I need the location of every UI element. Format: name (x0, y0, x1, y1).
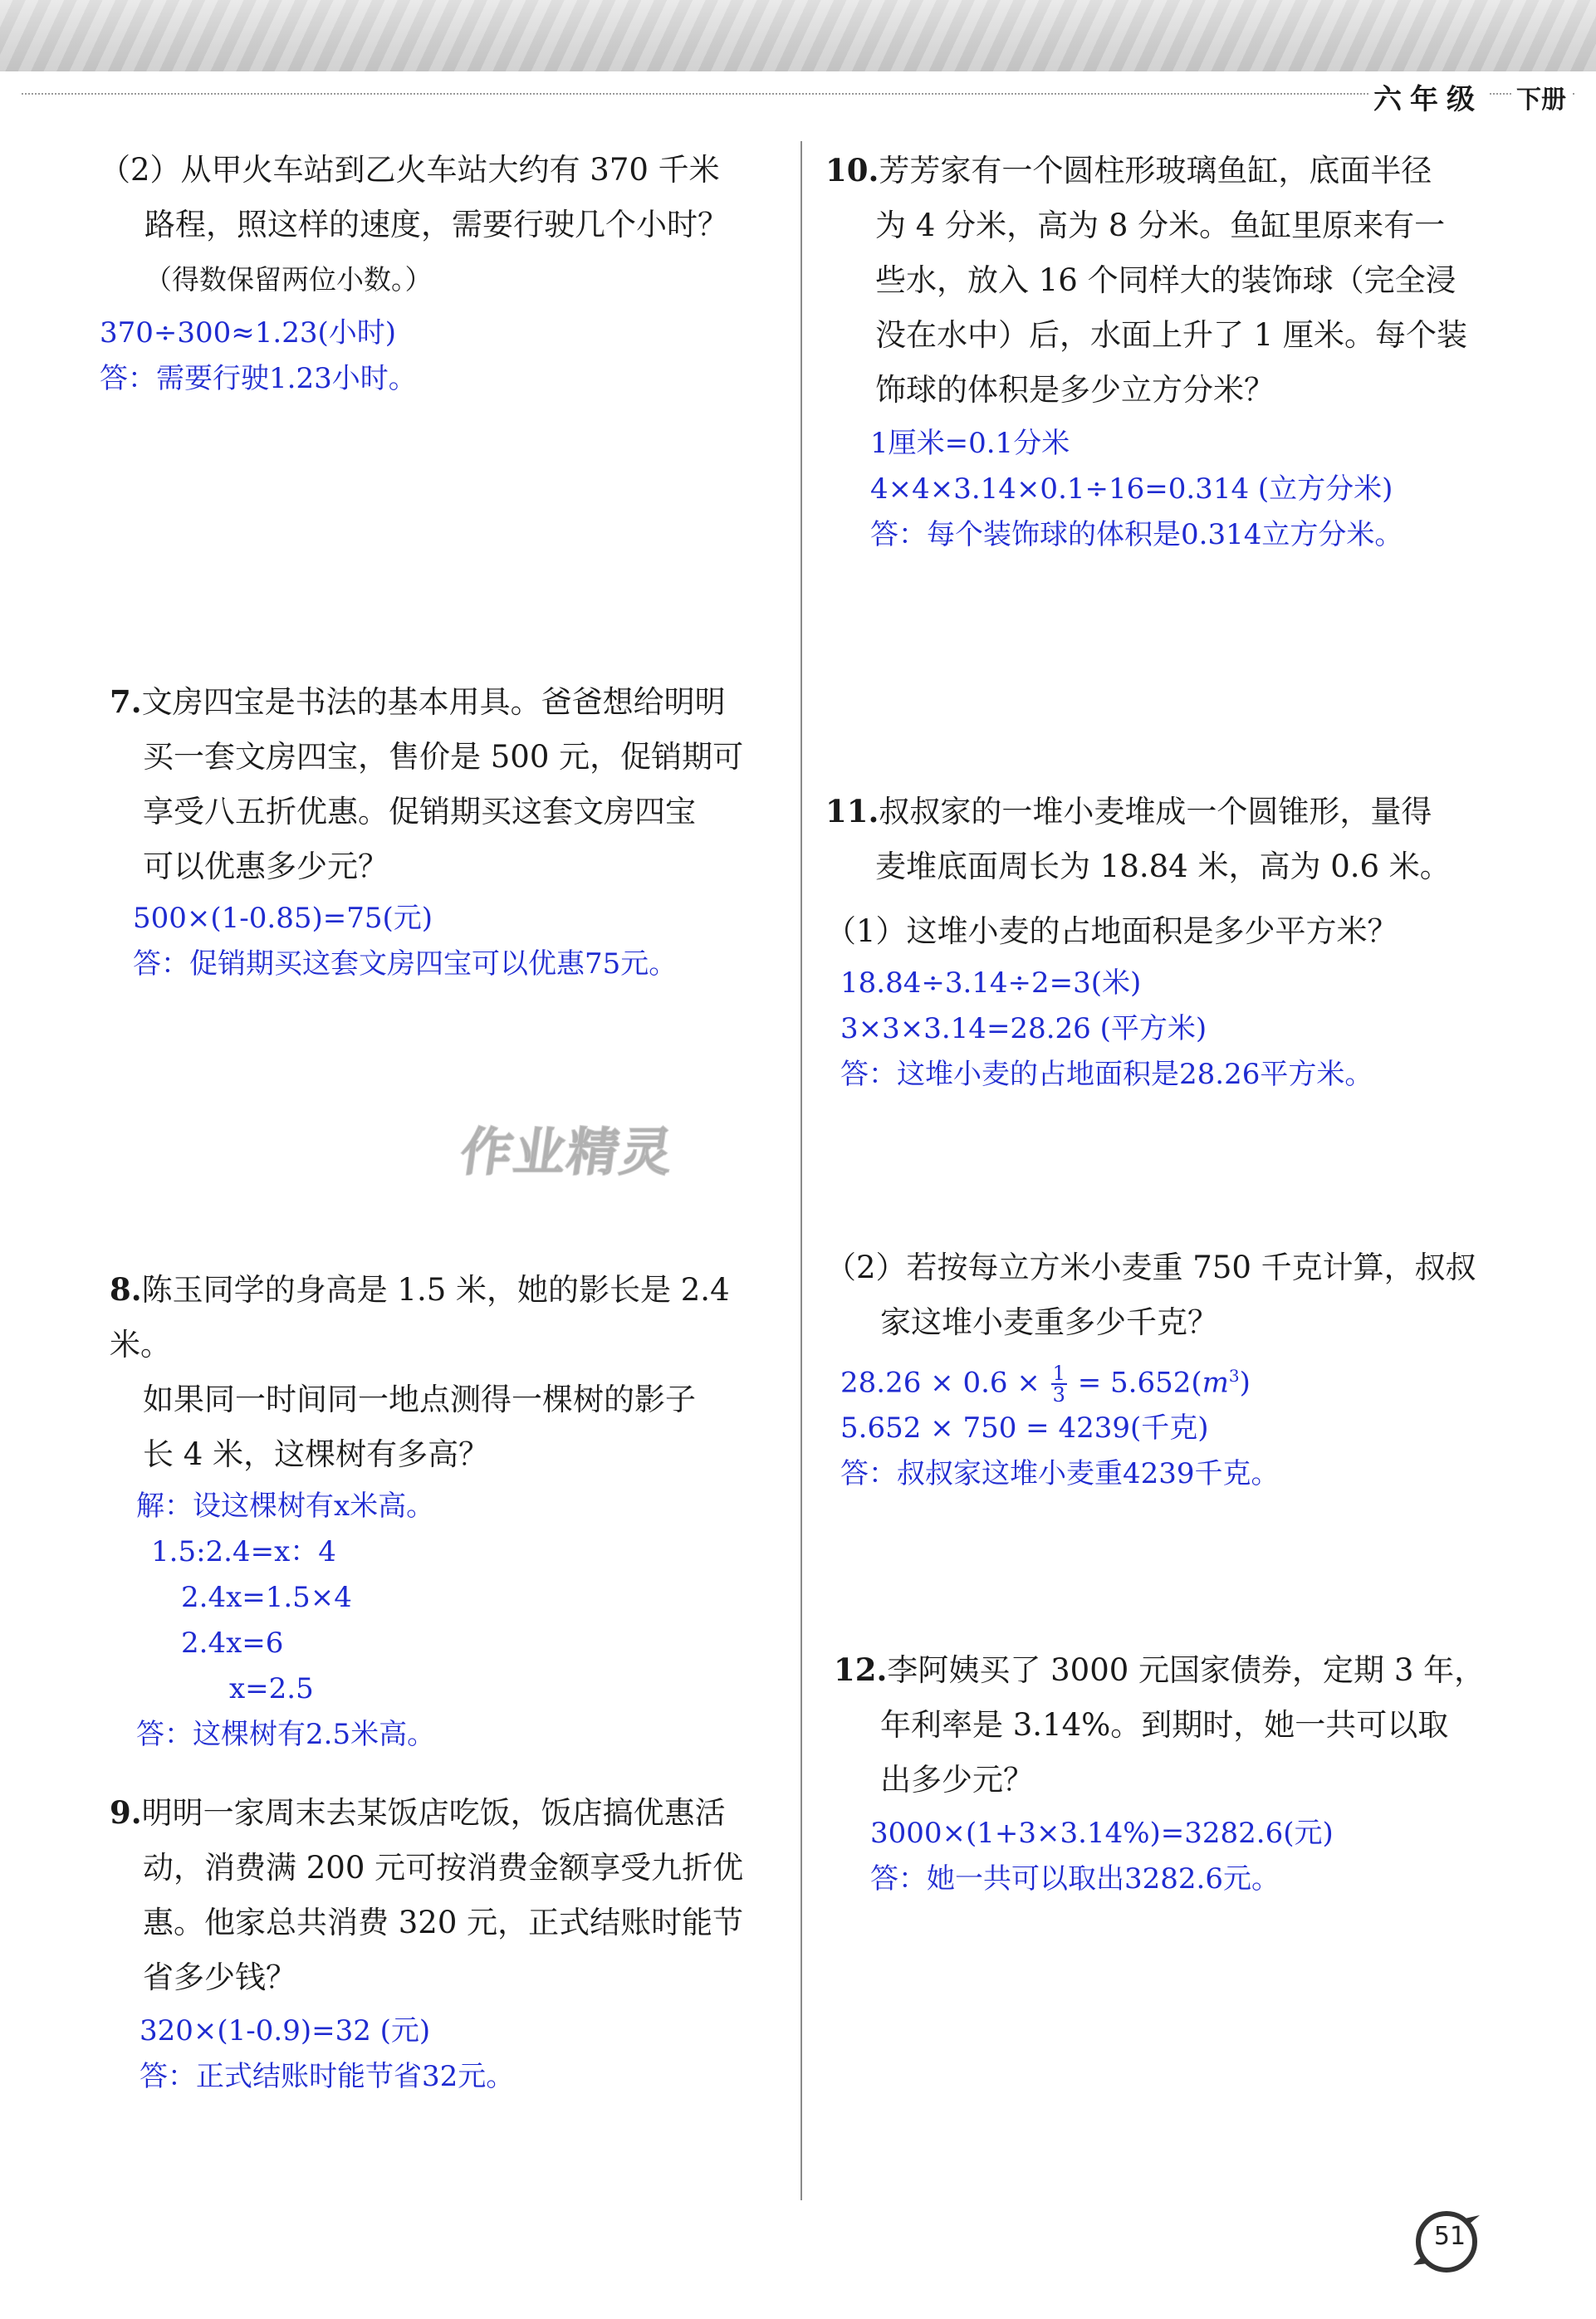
answer-line: 3×3×3.14=28.26 (平方米) (840, 1012, 1207, 1045)
question-number: 8. (110, 1271, 142, 1308)
answer-line: 1厘米=0.1分米 (870, 427, 1070, 460)
answer-line: 答：促销期买这套文房四宝可以优惠75元。 (133, 947, 678, 981)
fraction-one-third: $\frac{1}{3}$ (1052, 1362, 1065, 1407)
answer-line: 2.4x=6 (181, 1627, 284, 1660)
question-10 (825, 143, 1573, 558)
answer-line: 3000×(1+3×3.14%)=3282.6(元) (870, 1817, 1334, 1850)
question-line: 陈玉同学的身高是 1.5 米，她的影长是 2.4 米。 (110, 1272, 730, 1363)
answer-line: 解：设这棵树有x米高。 (136, 1490, 435, 1523)
sub-question: （1）这堆小麦的占地面积是多少平方米？ (825, 913, 1398, 949)
question-line: 芳芳家有一个圆柱形玻璃鱼缸，底面半径 (879, 153, 1432, 188)
answer-block (133, 896, 791, 987)
question-text (834, 1642, 1573, 1808)
question-text (825, 1240, 1573, 1350)
question-line: 些水，放入 16 个同样大的装饰球（完全浸 (875, 262, 1456, 298)
question-line: 家这堆小麦重多少千克？ (880, 1304, 1218, 1340)
question-line: 路程，照这样的速度，需要行驶几个小时？ (144, 207, 728, 242)
answer-line: 5.652 × 750 = 4239(千克) (840, 1411, 1209, 1446)
answer-block (840, 961, 1573, 1098)
grade-label: 六年级 (1368, 76, 1488, 117)
answer-line: 370÷300≈1.23(小时) (100, 316, 396, 350)
answer-line: 320×(1-0.9)=32 (元) (140, 2014, 431, 2047)
answer-line: 1.5:2.4=x：4 (151, 1535, 336, 1568)
volume-label: 下册 (1511, 79, 1571, 115)
question-9 (110, 1785, 791, 2100)
answer-line: 答：正式结账时能节省32元。 (140, 2060, 515, 2093)
question-number: 11. (825, 793, 879, 829)
answer-block (140, 2008, 791, 2100)
answer-line: 答：叔叔家这堆小麦重4239千克。 (840, 1457, 1280, 1491)
question-line: 麦堆底面周长为 18.84 米，高为 0.6 米。 (875, 849, 1451, 884)
question-line: 文房四宝是书法的基本用具。爸爸想给明明 (141, 684, 726, 720)
question-line: 出多少元？ (880, 1762, 1034, 1798)
question-line: 可以优惠多少元？ (143, 849, 389, 884)
answer-line: 2.4x=1.5×4 (181, 1581, 352, 1614)
answer-block (870, 1811, 1573, 1902)
header-band (0, 0, 1596, 71)
question-text (825, 784, 1573, 894)
question-line: 省多少钱？ (143, 1959, 296, 1995)
question-line: 长 4 米，这棵树有多高？ (143, 1436, 490, 1472)
question-line: 李阿姨买了 3000 元国家债券，定期 3 年， (887, 1652, 1486, 1688)
answer-line: 答：这棵树有2.5米高。 (136, 1718, 436, 1751)
answer-block (840, 1353, 1573, 1497)
answer-block (136, 1484, 799, 1758)
question-line: 没在水中）后，水面上升了 1 厘米。每个装 (875, 317, 1468, 353)
question-line: 年利率是 3.14%。到期时，她一共可以取 (880, 1707, 1449, 1743)
answer-line: 500×(1-0.85)=75(元) (133, 902, 433, 935)
question-number: 12. (834, 1651, 888, 1688)
question-text (110, 674, 791, 894)
question-line: 惠。他家总共消费 320 元，正式结账时能节 (143, 1905, 744, 1940)
question-line: 饰球的体积是多少立方分米？ (875, 372, 1275, 408)
page-number: 51 (1433, 2222, 1466, 2251)
question-line: 买一套文房四宝，售价是 500 元，促销期可 (143, 739, 744, 775)
question-line: 如果同一时间同一地点测得一棵树的影子 (143, 1382, 696, 1417)
question-text (110, 1785, 791, 2005)
answer-line: 答：这堆小麦的占地面积是28.26平方米。 (840, 1058, 1373, 1091)
question-line: （2）若按每立方米小麦重 750 千克计算，叔叔 (825, 1250, 1476, 1285)
question-12 (834, 1642, 1573, 1902)
question-6-part-2 (100, 143, 781, 402)
question-text (100, 143, 781, 307)
answer-line: 答：每个装饰球的体积是0.314立方分米。 (870, 518, 1403, 551)
answer-line: 4×4×3.14×0.1÷16=0.314 (立方分米) (870, 472, 1393, 506)
question-line: 为 4 分米，高为 8 分米。鱼缸里原来有一 (875, 208, 1446, 243)
answer-line: 18.84÷3.14÷2=3(米) (840, 966, 1142, 1000)
question-text (825, 143, 1573, 418)
question-note: （得数保留两位小数。） (144, 263, 433, 296)
question-8 (110, 1262, 799, 1758)
answer-block (100, 311, 781, 402)
question-line: 动，消费满 200 元可按消费金额享受九折优 (143, 1850, 744, 1886)
question-line: 享受八五折优惠。促销期买这套文房四宝 (143, 794, 696, 829)
answer-block (870, 421, 1573, 558)
answer-line: 答：她一共可以取出3282.6元。 (870, 1862, 1280, 1896)
header-divider (22, 93, 1574, 95)
question-number: 7. (110, 683, 142, 720)
question-line: （2）从甲火车站到乙火车站大约有 370 千米 (100, 152, 720, 188)
watermark: 作业精灵 (457, 1122, 678, 1182)
question-line: 明明一家周末去某饭店吃饭，饭店搞优惠活 (141, 1795, 726, 1831)
question-line: 叔叔家的一堆小麦堆成一个圆锥形，量得 (879, 794, 1432, 829)
question-number: 9. (110, 1794, 142, 1831)
question-7 (110, 674, 791, 987)
column-divider (800, 141, 802, 2200)
question-text (110, 1262, 799, 1482)
question-number: 10. (825, 152, 879, 188)
answer-line-fraction: 28.26 × 0.6 × $\frac{1}{3}$ = $5.652(m^3)$ (840, 1362, 1251, 1407)
answer-line: x=2.5 (229, 1672, 314, 1705)
answer-line: 答：需要行驶1.23小时。 (100, 362, 417, 395)
question-11 (825, 784, 1573, 1098)
question-11-part-2 (825, 1240, 1573, 1497)
